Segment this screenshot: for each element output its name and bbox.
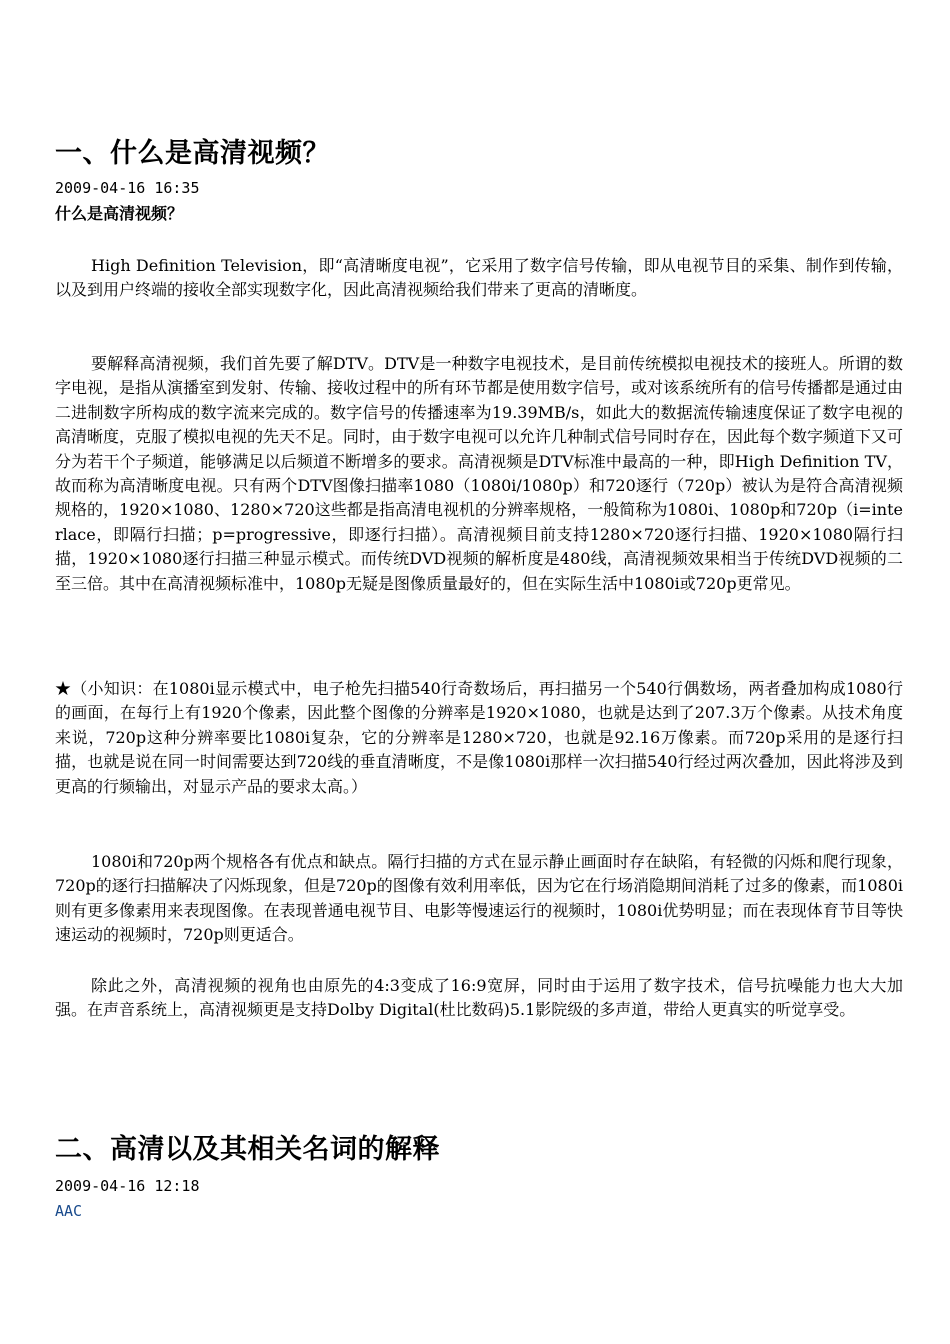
- article-subheading: 什么是高清视频？: [55, 204, 184, 223]
- paragraph-hdtv-definition: High Definition Television，即“高清晰度电视”，它采用了数字信号传输，即从电视节目的采集、制作到传输，以及到用户终端的接收全部实现数字化，因此高清视频给我们带来了更高的清晰度。: [55, 256, 903, 300]
- post-timestamp-2: 2009-04-16 12:18: [55, 1177, 200, 1195]
- post-timestamp: 2009-04-16 16:35: [55, 179, 200, 197]
- aac-link[interactable]: AAC: [55, 1202, 83, 1220]
- paragraph-tip: ★（小知识：在1080i显示模式中，电子枪先扫描540行奇数场后，再扫描另一个540行偶数场，两者叠加构成1080行的画面，在每行上有1920个像素，因此整个图像的分辨率是1920×1080，也就是达到了207.3万个像素。从技术角度来说，720p这种分辨率要比1080i复杂，它的分辨率是1280×720，也就是92.16万像素。而720p采用的是逐行扫描，也就是说在同一时间需要达到720线的垂直清晰度，不是像1080i那样一次扫描540行经过两次叠加，因此将涉及到更高的行频输出，对显示产品的要求太高。）: [55, 679, 903, 796]
- paragraph-1080i-vs-720p: 1080i和720p两个规格各有优点和缺点。隔行扫描的方式在显示静止画面时存在缺陷，有轻微的闪烁和爬行现象，720p的逐行扫描解决了闪烁现象，但是720p的图像有效利用率低，因为它在行场消隐期间消耗了过多的像素，而1080i则有更多像素用来表现图像。在表现普通电视节目、电影等慢速运行的视频时，1080i优势明显；而在表现体育节目等快速运动的视频时，720p则更适合。: [55, 852, 903, 945]
- paragraph-dtv-explanation: 要解释高清视频，我们首先要了解DTV。DTV是一种数字电视技术，是目前传统模拟电视技术的接班人。所谓的数字电视，是指从演播室到发射、传输、接收过程中的所有环节都是使用数字信号，或对该系统所有的信号传播都是通过由二进制数字所构成的数字流来完成的。数字信号的传播速率为19.39MB/s，如此大的数据流传输速度保证了数字电视的高清晰度，克服了模拟电视的先天不足。同时，由于数字电视可以允许几种制式信号同时存在，因此每个数字频道下又可分为若干个子频道，能够满足以后频道不断增多的要求。高清视频是DTV标准中最高的一种，即High Definition TV，故而称为高清晰度电视。只有两个DTV图像扫描率1080（1080i/1080p）和720逐行（720p）被认为是符合高清视频规格的，1920×1080、1280×720这些都是指高清电视机的分辨率规格，一般简称为1080i、1080p和720p（i=interlace，即隔行扫描；p=progressive，即逐行扫描）。高清视频目前支持1280×720逐行扫描、1920×1080隔行扫描，1920×1080逐行扫描三种显示模式。而传统DVD视频的解析度是480线，高清视频效果相当于传统DVD视频的二至三倍。其中在高清视频标准中，1080p无疑是图像质量最好的，但在实际生活中1080i或720p更常见。: [55, 354, 904, 593]
- section-title: 一、什么是高清视频？: [55, 138, 330, 169]
- paragraph-widescreen-audio: 除此之外，高清视频的视角也由原先的4:3变成了16:9宽屏，同时由于运用了数字技术，信号抗噪能力也大大加强。在声音系统上，高清视频更是支持Dolby Digital(杜比数码)5.1影院级的多声道，带给人更真实的听觉享受。: [55, 976, 903, 1020]
- section-title-2: 二、高清以及其相关名词的解释: [55, 1134, 440, 1165]
